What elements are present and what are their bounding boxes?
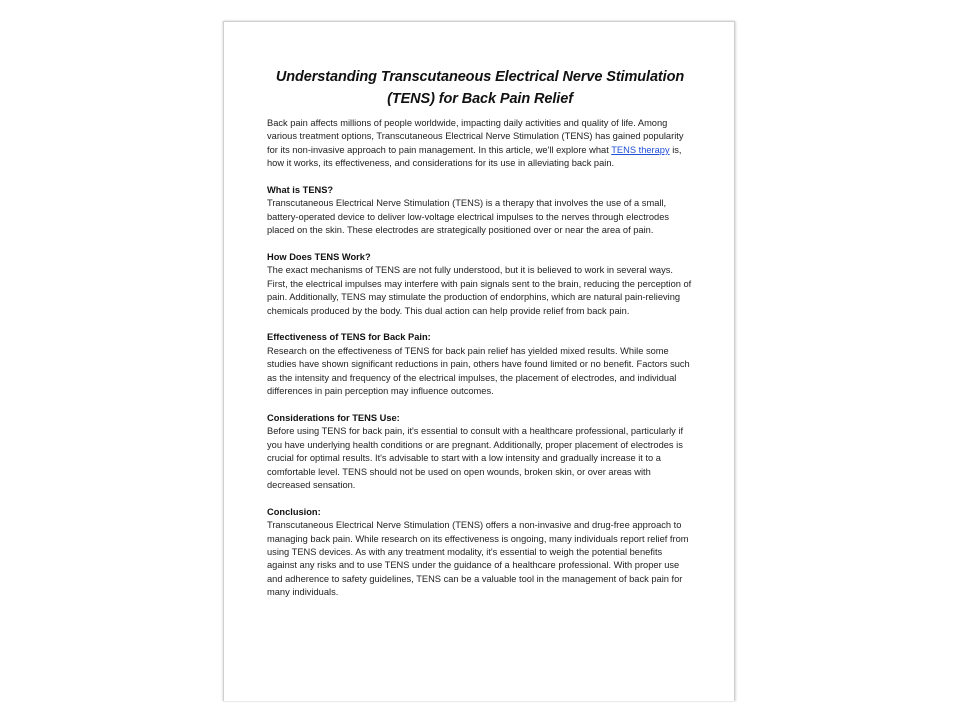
document-content	[267, 66, 693, 613]
section-body: Transcutaneous Electrical Nerve Stimulation (TENS) is a therapy that involves the use of a small, battery-operated device to deliver low-voltage electrical impulses to the nerves through electrodes placed on the skin. These electrodes are strategically positioned over or near the area of pain.	[267, 198, 670, 236]
tens-therapy-link[interactable]: TENS therapy	[611, 144, 670, 155]
section-body: Transcutaneous Electrical Nerve Stimulation (TENS) offers a non-invasive and drug-free approach to managing back pain. While research on its effectiveness is ongoing, many individuals report relief from using TENS devices. As with any treatment modality, it's essential to weigh the potential benefits against any risks and to use TENS under the guidance of a healthcare professional. With proper use and adherence to safety guidelines, TENS can be a valuable tool in the management of back pain for many individuals.	[267, 520, 689, 598]
section-body: The exact mechanisms of TENS are not fully understood, but it is believed to work in several ways. First, the electrical impulses may interfere with pain signals sent to the brain, reducing the perception of pain. Additionally, TENS may stimulate the production of endorphins, which are natural pain-relieving chemicals produced by the body. This dual action can help provide relief from back pain.	[267, 265, 692, 316]
section-heading: What is TENS?	[267, 185, 334, 196]
document-page	[223, 21, 735, 701]
intro-text-after-link: is, how it works, its effectiveness, and considerations for its use in alleviating back pain.	[267, 144, 682, 169]
section-heading: Conclusion:	[267, 506, 321, 517]
intro-text-before-link: Back pain affects millions of people worldwide, impacting daily activities and quality of life. Among various treatment options, Transcutaneous Electrical Nerve Stimulation (TENS) has gained popularity for its non-invasive approach to pain management. In this article, we'll explore what	[267, 118, 684, 155]
section-body: Research on the effectiveness of TENS for back pain relief has yielded mixed results. While some studies have shown significant reductions in pain, others have found limited or no benefit. Factors such as the intensity and frequency of the electrical impulses, the placement of electrodes, and individual differences in pain perception may influence outcomes.	[267, 345, 690, 397]
section-effectiveness	[267, 331, 693, 398]
section-heading: Considerations for TENS Use:	[267, 412, 400, 423]
section-heading: How Does TENS Work?	[267, 252, 371, 263]
section-considerations	[267, 412, 693, 492]
section-how-does-tens-work	[267, 251, 693, 318]
intro-paragraph	[267, 117, 693, 171]
section-conclusion	[267, 506, 693, 600]
document-title: Understanding Transcutaneous Electrical Nerve Stimulation (TENS) for Back Pain Relief	[275, 69, 685, 107]
section-heading: Effectiveness of TENS for Back Pain:	[267, 332, 431, 343]
section-what-is-tens	[267, 184, 693, 238]
section-body: Before using TENS for back pain, it's essential to consult with a healthcare professional, particularly if you have underlying health conditions or are pregnant. Additionally, proper placement of electrodes is crucial for optimal results. It's advisable to start with a low intensity and gradually increase it to a comfortable level. TENS should not be used on open wounds, broken skin, or over areas with decreased sensation.	[267, 426, 684, 490]
